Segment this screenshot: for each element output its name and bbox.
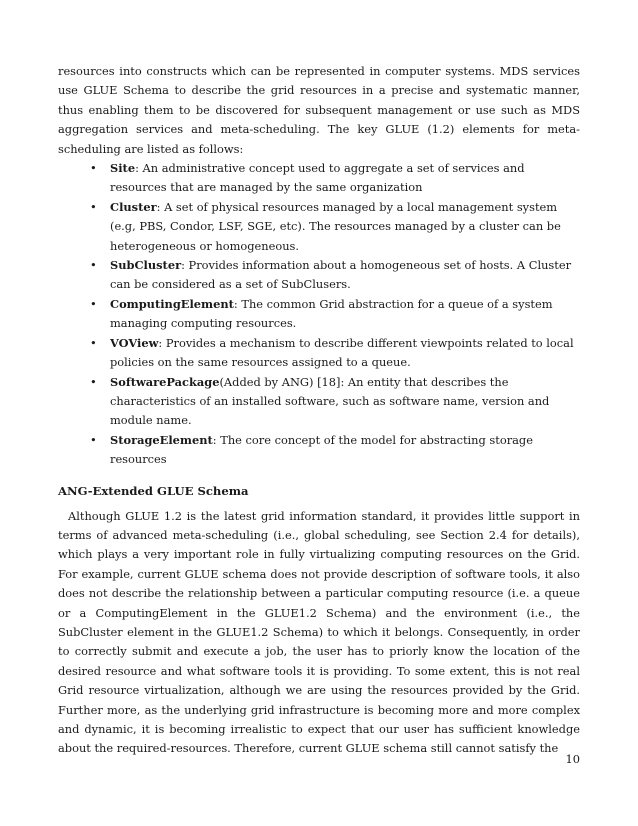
bullet-icon: • bbox=[90, 199, 97, 214]
list-item-term: ComputingElement bbox=[110, 296, 234, 311]
list-item-term: SubCluster bbox=[110, 258, 182, 273]
list-item-term: StorageElement bbox=[110, 432, 213, 447]
list-item-description: : Provides a mechanism to describe different viewpoints related to local policies on the same resources assigned to a queue. bbox=[110, 335, 574, 370]
glue-elements-list bbox=[58, 159, 580, 470]
list-item-cluster bbox=[90, 198, 580, 256]
page-number: 10 bbox=[565, 752, 580, 766]
list-item-term: Site bbox=[110, 161, 136, 176]
list-item-term: VOView bbox=[110, 335, 159, 350]
list-item-subcluster bbox=[90, 256, 580, 295]
list-item-term: SoftwarePackage bbox=[110, 374, 220, 389]
list-item-description: : The common Grid abstraction for a queue of a system managing computing resources. bbox=[110, 296, 553, 331]
bullet-icon: • bbox=[90, 258, 97, 273]
list-item-site bbox=[90, 159, 580, 198]
list-item-computingelement bbox=[90, 295, 580, 334]
bullet-icon: • bbox=[90, 161, 97, 176]
list-item-description: : An administrative concept used to aggregate a set of services and resources that are managed by the same organization bbox=[110, 161, 525, 195]
intro-paragraph: resources into constructs which can be represented in computer systems. MDS services use GLUE Schema to describe the grid resources in a precise and systematic manner, thus enabling them to be discovered for subsequent management or use such as MDS aggregation services and meta-scheduling. The key GLUE (1.2) elements for meta-scheduling are listed as follows: bbox=[58, 64, 580, 156]
section-heading: ANG-Extended GLUE Schema bbox=[58, 483, 249, 498]
list-item-description: : Provides information about a homogeneous set of hosts. A Cluster can be considered as a set of SubClusers. bbox=[110, 258, 572, 292]
list-item-description: (Added by ANG) [18]: An entity that describes the characteristics of an installed software, such as software name, version and module name. bbox=[110, 374, 550, 428]
bullet-icon: • bbox=[90, 296, 97, 311]
list-item-description: : A set of physical resources managed by a local management system (e.g, PBS, Condor, LSF, SGE, etc). The resources managed by a cluster can be heterogeneous or homogeneous. bbox=[110, 199, 561, 253]
bullet-icon: • bbox=[90, 335, 97, 350]
bullet-icon: • bbox=[90, 374, 97, 389]
list-item-description: : The core concept of the model for abstracting storage resources bbox=[110, 432, 533, 467]
body-paragraph: Although GLUE 1.2 is the latest grid information standard, it provides little support in terms of advanced meta-scheduling (i.e., global scheduling, see Section 2.4 for details), which plays a very important role in fully virtualizing computing resources on the Grid. For example, current GLUE schema does not provide description of software tools, it also does not describe the relationship between a particular computing resource (i.e. a queue or a ComputingElement in the GLUE1.2 Schema) and the environment (i.e., the SubCluster element in the GLUE1.2 Schema) to which it belongs. Consequently, in order to correctly submit and execute a job, the user has to priorly know the location of the desired resource and what software tools it is providing. To some extent, this is not real Grid resource virtualization, although we are using the resources provided by the Grid. Further more, as the underlying grid infrastructure is becoming more and more complex and dynamic, it is becoming irrealistic to expect that our user has sufficient knowledge about the required-resources. Therefore, current GLUE schema still cannot satisfy the bbox=[58, 508, 580, 756]
list-item-softwarepackage bbox=[90, 373, 580, 431]
document-page bbox=[58, 62, 580, 759]
list-item-voview bbox=[90, 334, 580, 373]
bullet-icon: • bbox=[90, 432, 97, 447]
list-item-storageelement bbox=[90, 431, 580, 470]
list-item-term: Cluster bbox=[110, 199, 157, 214]
